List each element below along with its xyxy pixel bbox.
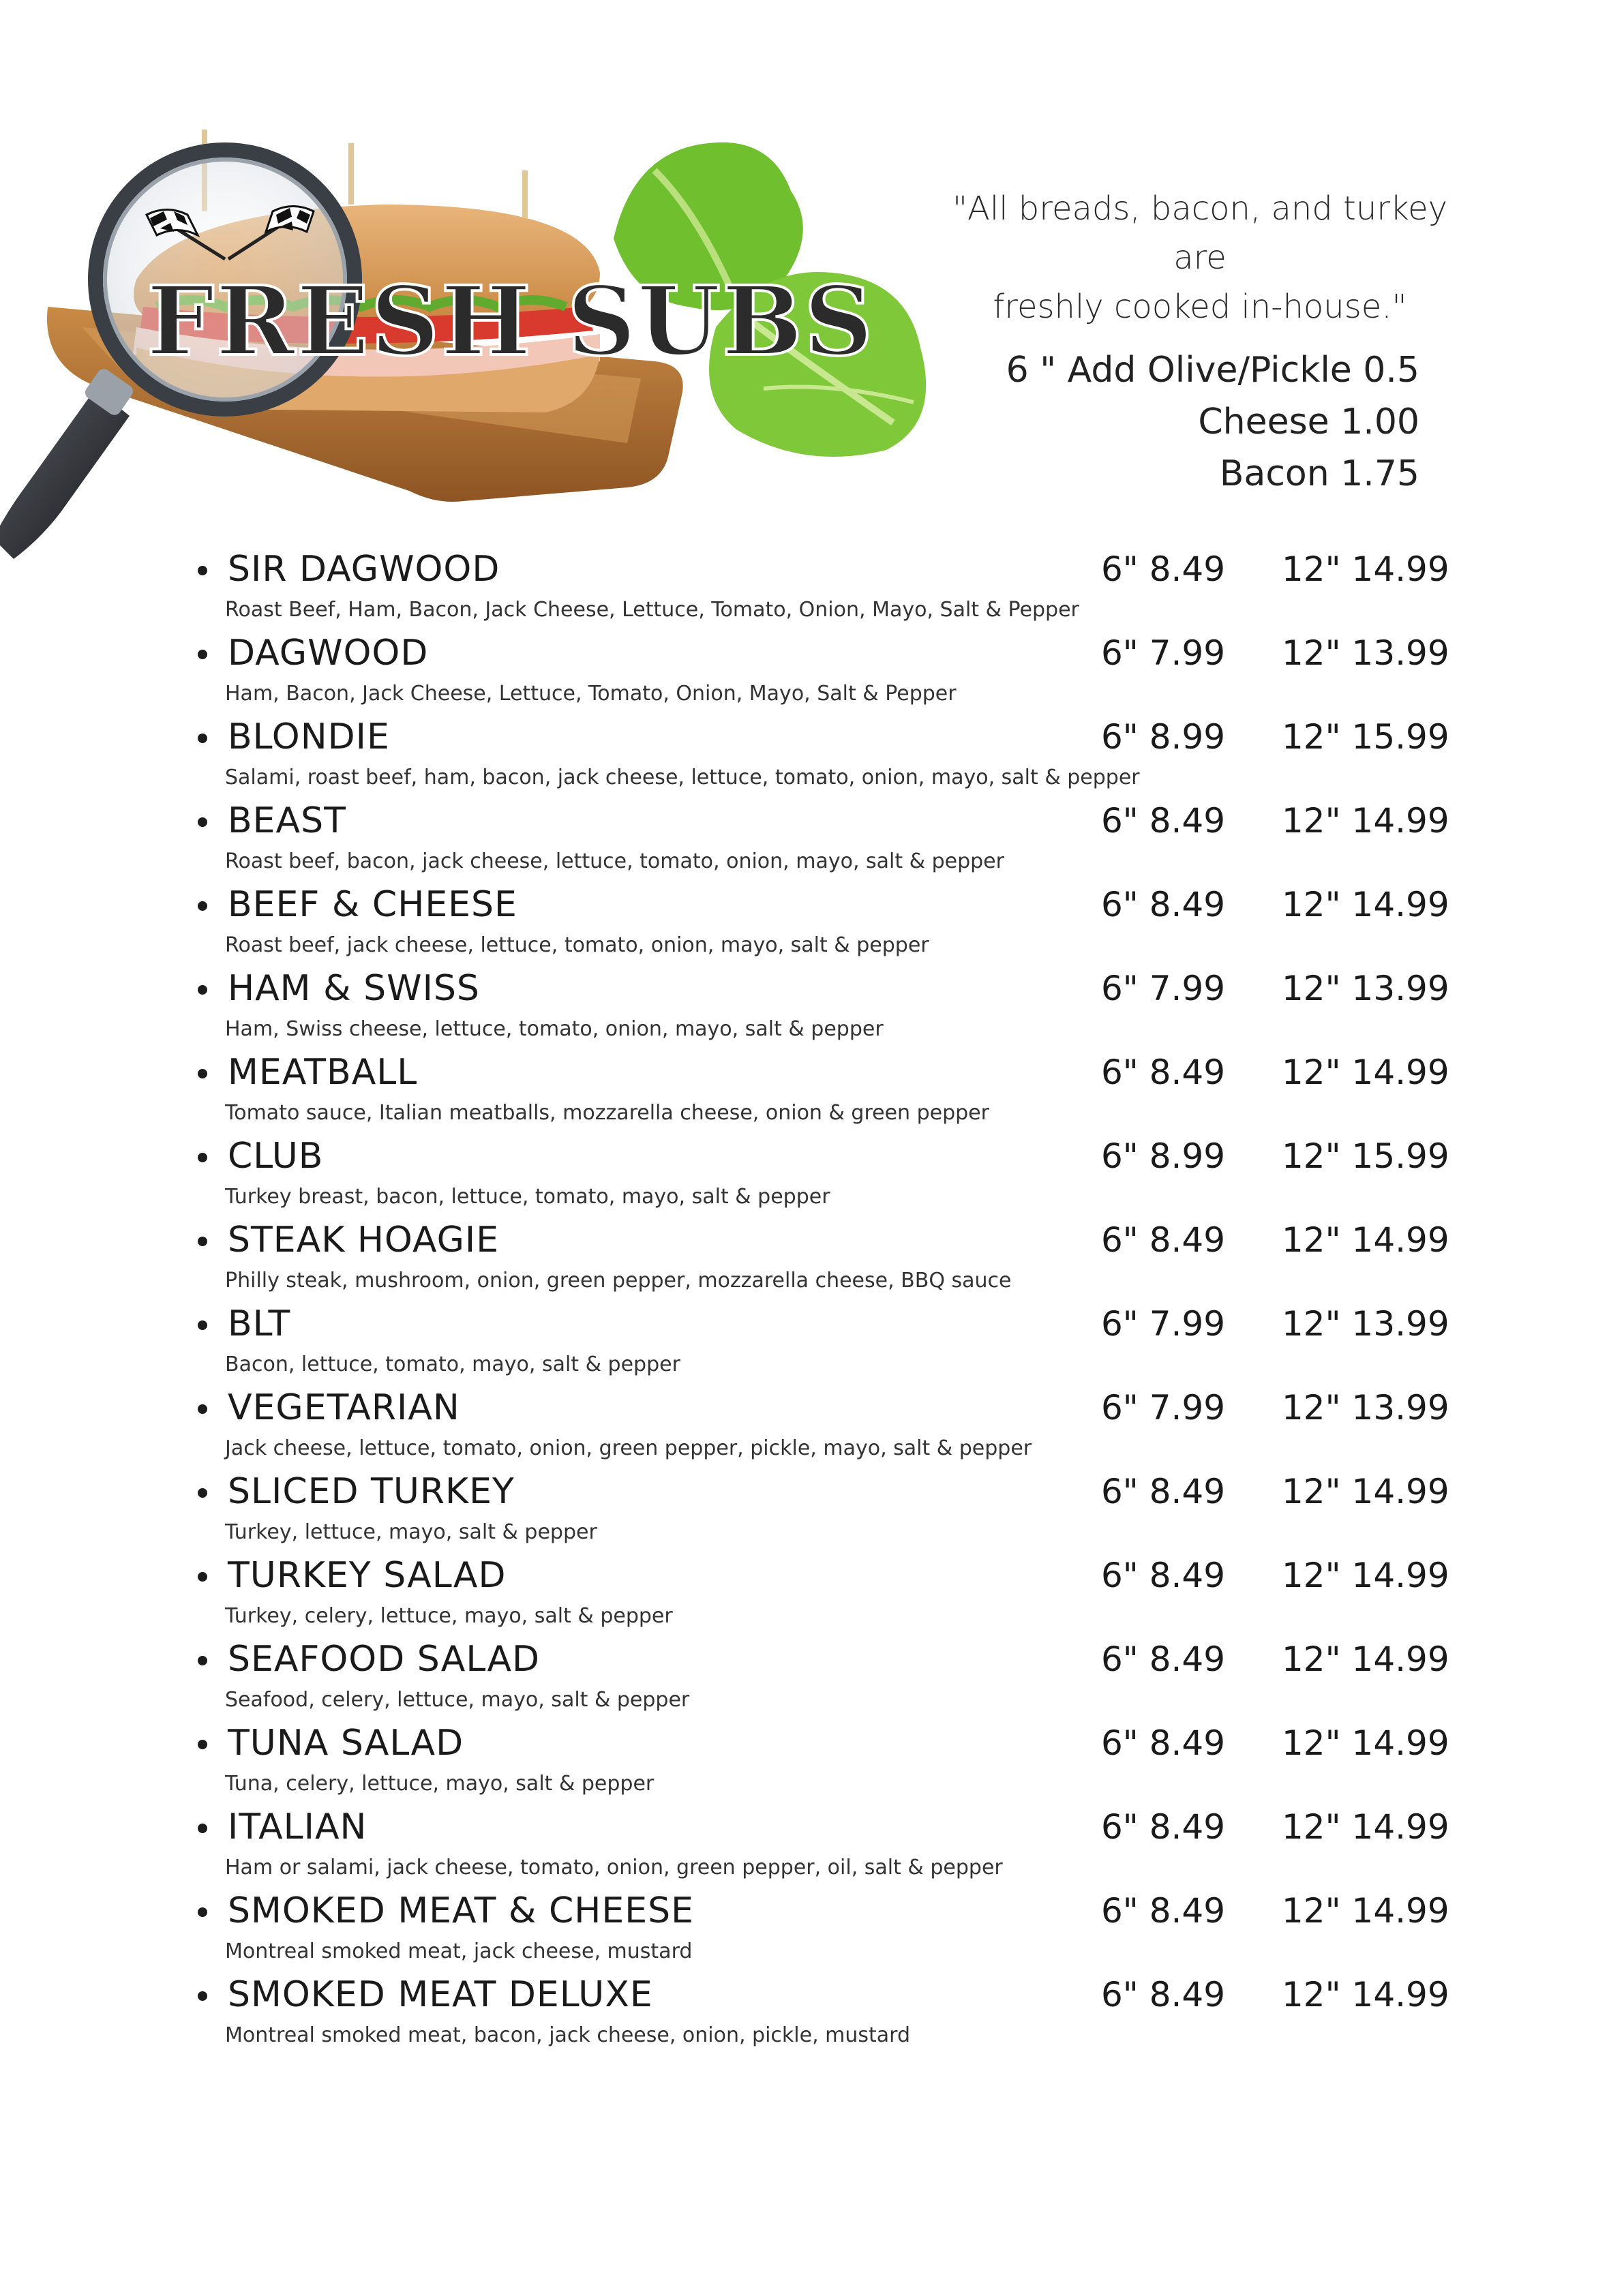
list-item <box>0 1635 1624 1719</box>
price-12-inch: 12" 14.99 <box>1282 1556 1449 1595</box>
price-6-inch: 6" 8.49 <box>1101 1723 1226 1763</box>
bullet-icon <box>198 1656 207 1665</box>
price-12-inch: 12" 14.99 <box>1282 1807 1449 1847</box>
bullet-icon <box>198 1237 207 1246</box>
magnifier-handle-icon <box>0 366 136 559</box>
price-12-inch: 12" 14.99 <box>1282 1220 1449 1260</box>
price-6-inch: 6" 8.99 <box>1101 1136 1226 1176</box>
price-12-inch: 12" 13.99 <box>1282 633 1449 673</box>
bullet-icon <box>198 1069 207 1078</box>
item-description: Roast beef, jack cheese, lettuce, tomato, onion, mayo, salt & pepper <box>225 933 929 957</box>
price-6-inch: 6" 8.49 <box>1101 1975 1226 2014</box>
item-description: Ham or salami, jack cheese, tomato, onion, green pepper, oil, salt & pepper <box>225 1856 1003 1879</box>
item-name: SIR DAGWOOD <box>228 549 500 590</box>
bullet-icon <box>198 1488 207 1498</box>
sub-menu-list <box>0 545 1624 2055</box>
item-name: ITALIAN <box>228 1807 367 1847</box>
price-12-inch: 12" 13.99 <box>1282 1388 1449 1428</box>
item-description: Montreal smoked meat, jack cheese, mustard <box>225 1939 693 1963</box>
bullet-icon <box>198 1907 207 1917</box>
price-12-inch: 12" 14.99 <box>1282 801 1449 841</box>
price-6-inch: 6" 8.49 <box>1101 1891 1226 1931</box>
item-description: Montreal smoked meat, bacon, jack cheese, onion, pickle, mustard <box>225 2023 911 2047</box>
item-name: VEGETARIAN <box>228 1387 460 1428</box>
bullet-icon <box>198 1572 207 1582</box>
item-description: Ham, Bacon, Jack Cheese, Lettuce, Tomato, Onion, Mayo, Salt & Pepper <box>225 682 957 706</box>
tagline <box>941 184 1459 331</box>
bullet-icon <box>198 1320 207 1330</box>
sandwich-illustration <box>0 102 1064 579</box>
price-12-inch: 12" 15.99 <box>1282 717 1449 757</box>
list-item <box>0 1468 1624 1552</box>
price-12-inch: 12" 14.99 <box>1282 885 1449 924</box>
item-name: CLUB <box>228 1136 324 1177</box>
item-name: BEAST <box>228 800 346 841</box>
bullet-icon <box>198 566 207 575</box>
bullet-icon <box>198 1991 207 2001</box>
price-6-inch: 6" 8.49 <box>1101 1556 1226 1595</box>
item-description: Tuna, celery, lettuce, mayo, salt & pepper <box>225 1772 655 1796</box>
list-item <box>0 1132 1624 1216</box>
bullet-icon <box>198 650 207 659</box>
item-description: Philly steak, mushroom, onion, green pepper, mozzarella cheese, BBQ sauce <box>225 1269 1012 1293</box>
item-name: SEAFOOD SALAD <box>228 1639 541 1680</box>
item-name: BLT <box>228 1303 291 1344</box>
price-6-inch: 6" 8.49 <box>1101 1053 1226 1092</box>
list-item <box>0 797 1624 881</box>
bullet-icon <box>198 1740 207 1749</box>
item-description: Ham, Swiss cheese, lettuce, tomato, onion, mayo, salt & pepper <box>225 1017 884 1041</box>
price-12-inch: 12" 13.99 <box>1282 969 1449 1008</box>
addon-cheese: Cheese 1.00 <box>1198 402 1419 442</box>
price-12-inch: 12" 14.99 <box>1282 1891 1449 1931</box>
price-12-inch: 12" 14.99 <box>1282 1053 1449 1092</box>
item-name: MEATBALL <box>228 1052 418 1093</box>
item-name: SMOKED MEAT DELUXE <box>228 1974 653 2015</box>
list-item <box>0 1216 1624 1300</box>
item-description: Roast Beef, Ham, Bacon, Jack Cheese, Lettuce, Tomato, Onion, Mayo, Salt & Pepper <box>225 598 1079 622</box>
list-item <box>0 629 1624 713</box>
item-name: SMOKED MEAT & CHEESE <box>228 1890 694 1931</box>
list-item <box>0 1384 1624 1468</box>
item-name: STEAK HOAGIE <box>228 1220 500 1260</box>
list-item <box>0 1048 1624 1132</box>
logo-title: FRESH SUBS <box>147 266 875 378</box>
price-6-inch: 6" 7.99 <box>1101 1304 1226 1344</box>
item-name: BEEF & CHEESE <box>228 884 517 925</box>
addon-bacon: Bacon 1.75 <box>1219 453 1419 494</box>
list-item <box>0 965 1624 1048</box>
price-12-inch: 12" 14.99 <box>1282 1975 1449 2014</box>
list-item <box>0 1887 1624 1971</box>
item-description: Salami, roast beef, ham, bacon, jack cheese, lettuce, tomato, onion, mayo, salt & pepper <box>225 766 1140 789</box>
addon-olive-pickle: 6 " Add Olive/Pickle 0.5 <box>1006 350 1419 391</box>
tagline-line-1: "All breads, bacon, and turkey are <box>952 190 1448 277</box>
price-6-inch: 6" 7.99 <box>1101 969 1226 1008</box>
list-item <box>0 881 1624 965</box>
item-name: HAM & SWISS <box>228 968 480 1009</box>
bullet-icon <box>198 985 207 995</box>
tagline-line-2: freshly cooked in-house." <box>993 288 1407 326</box>
item-name: TURKEY SALAD <box>228 1555 507 1596</box>
price-6-inch: 6" 7.99 <box>1101 1388 1226 1428</box>
bullet-icon <box>198 817 207 827</box>
bullet-icon <box>198 1404 207 1414</box>
item-description: Turkey breast, bacon, lettuce, tomato, mayo, salt & pepper <box>225 1185 830 1209</box>
price-6-inch: 6" 7.99 <box>1101 633 1226 673</box>
list-item <box>0 1803 1624 1887</box>
bullet-icon <box>198 1153 207 1162</box>
bullet-icon <box>198 1824 207 1833</box>
item-description: Turkey, lettuce, mayo, salt & pepper <box>225 1520 597 1544</box>
price-6-inch: 6" 8.99 <box>1101 717 1226 757</box>
list-item <box>0 1552 1624 1635</box>
price-6-inch: 6" 8.49 <box>1101 1472 1226 1511</box>
price-6-inch: 6" 8.49 <box>1101 1807 1226 1847</box>
item-description: Turkey, celery, lettuce, mayo, salt & pepper <box>225 1604 673 1628</box>
list-item <box>0 545 1624 629</box>
list-item <box>0 1971 1624 2055</box>
item-name: TUNA SALAD <box>228 1723 464 1764</box>
item-name: DAGWOOD <box>228 633 429 674</box>
price-6-inch: 6" 8.49 <box>1101 801 1226 841</box>
price-12-inch: 12" 14.99 <box>1282 1472 1449 1511</box>
price-6-inch: 6" 8.49 <box>1101 1220 1226 1260</box>
hero-illustration <box>0 102 1064 579</box>
item-description: Jack cheese, lettuce, tomato, onion, green pepper, pickle, mayo, salt & pepper <box>225 1436 1032 1460</box>
bullet-icon <box>198 734 207 743</box>
list-item <box>0 1719 1624 1803</box>
bullet-icon <box>198 901 207 911</box>
price-6-inch: 6" 8.49 <box>1101 885 1226 924</box>
item-description: Seafood, celery, lettuce, mayo, salt & pepper <box>225 1688 690 1712</box>
item-description: Tomato sauce, Italian meatballs, mozzarella cheese, onion & green pepper <box>225 1101 989 1125</box>
price-12-inch: 12" 14.99 <box>1282 1723 1449 1763</box>
price-12-inch: 12" 13.99 <box>1282 1304 1449 1344</box>
list-item <box>0 713 1624 797</box>
price-12-inch: 12" 15.99 <box>1282 1136 1449 1176</box>
price-6-inch: 6" 8.49 <box>1101 549 1226 589</box>
price-12-inch: 12" 14.99 <box>1282 549 1449 589</box>
item-name: SLICED TURKEY <box>228 1471 515 1512</box>
item-description: Roast beef, bacon, jack cheese, lettuce, tomato, onion, mayo, salt & pepper <box>225 849 1004 873</box>
price-12-inch: 12" 14.99 <box>1282 1640 1449 1679</box>
addons-list <box>1006 344 1419 500</box>
price-6-inch: 6" 8.49 <box>1101 1640 1226 1679</box>
item-description: Bacon, lettuce, tomato, mayo, salt & pepper <box>225 1353 680 1376</box>
item-name: BLONDIE <box>228 716 390 757</box>
list-item <box>0 1300 1624 1384</box>
